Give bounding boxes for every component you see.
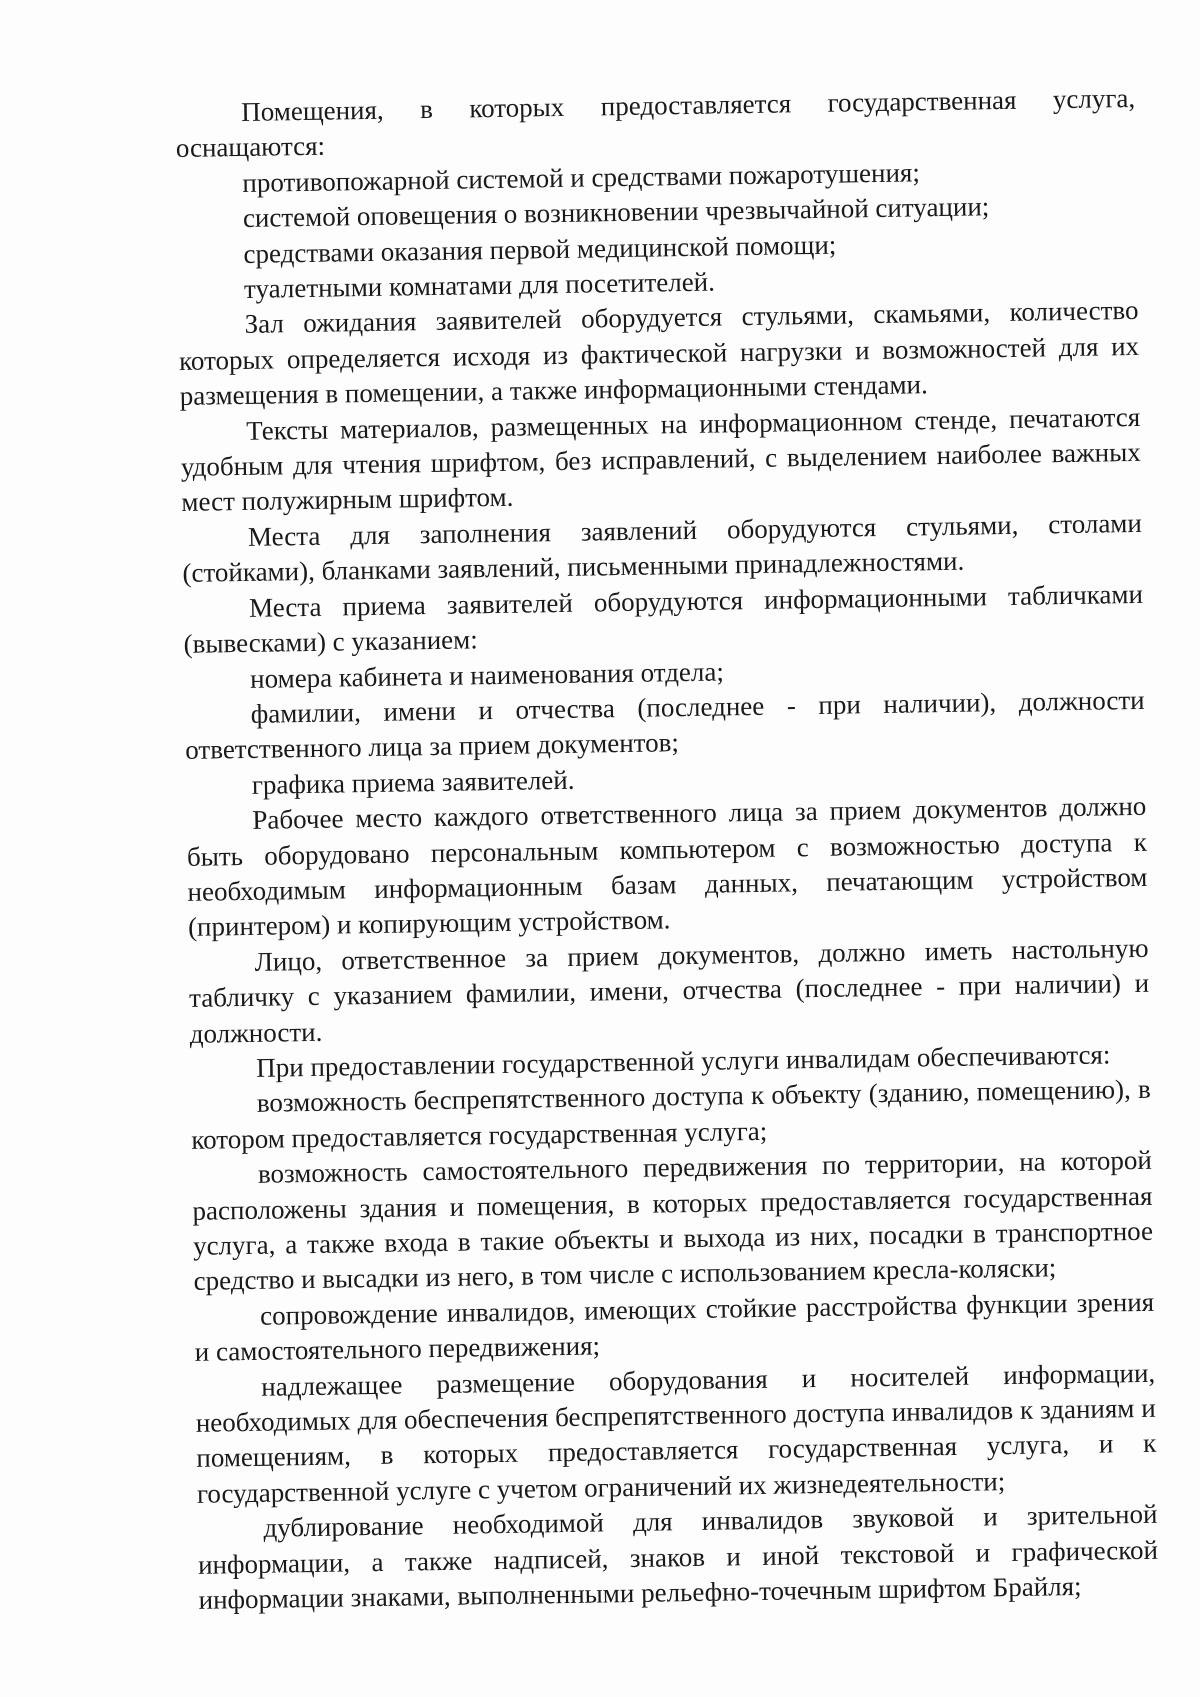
- paragraph-8: Места для заполнения заявлений оборудуются стульями, столами (стойками), бланками заявлений, письменными принадлежностями.: [182, 507, 1143, 589]
- paragraph-4: средствами оказания первой медицинской помощи;: [243, 229, 837, 269]
- paragraph-20: дублирование необходимой для инвалидов звуковой и зрительной информации, а также надписей, знаков и иной текстовой и графической информации знаками, выполненными рельефно-точечным шрифтом Брайля;: [197, 1498, 1159, 1615]
- paragraph-5: туалетными комнатами для посетителей.: [243, 266, 716, 304]
- paragraph-7: Тексты материалов, размещенных на информационном стенде, печатаются удобным для чтения шрифтом, без исправлений, с выделением наиболее важных мест полужирным шрифтом.: [180, 401, 1141, 518]
- document-body: [175, 81, 1159, 1618]
- paragraph-19: надлежащее размещение оборудования и носителей информации, необходимых для обеспечения беспрепятственного доступа инвалидов к зданиям и помещениям, в которых предоставляется государственная услуга, и к государственной услуге с учетом ограничений их жизнедеятельности;: [195, 1357, 1157, 1509]
- paragraph-16: возможность беспрепятственного доступа к объекту (зданию, помещению), в котором предоставляется государственная услуга;: [191, 1074, 1151, 1155]
- paragraph-18: сопровождение инвалидов, имеющих стойкие расстройства функции зрения и самостоятельного передвижения;: [194, 1286, 1155, 1368]
- paragraph-12: графика приема заявителей.: [251, 764, 575, 800]
- paragraph-9: Места приема заявителей оборудуются информационными табличками (вывесками) с указанием:: [183, 578, 1144, 660]
- paragraph-10: номера кабинета и наименования отдела;: [249, 655, 725, 694]
- paragraph-17: возможность самостоятельного передвижения по территории, на которой расположены здания и помещения, в которых предоставляется государственная услуга, а также входа в такие объекты и выхода из них, посадки в транспортное средство и высадки из него, в том числе с использованием кресла-коляски;: [192, 1144, 1154, 1297]
- paragraph-14: Лицо, ответственное за прием документов, должно иметь настольную табличку с указанием фамилии, имени, отчества (последнее - при наличии) и должности.: [188, 932, 1150, 1049]
- paragraph-2: противопожарной системой и средствами пожаротушения;: [242, 157, 921, 198]
- paragraph-15: При предоставлении государственной услуги инвалидам обеспечиваются:: [256, 1039, 1111, 1083]
- paragraph-1: Помещения, в которых предоставляется государственная услуга, оснащаются:: [175, 82, 1136, 164]
- paragraph-3: системой оповещения о возникновении чрезвычайной ситуации;: [242, 191, 990, 234]
- paragraph-6: Зал ожидания заявителей оборудуется стульями, скамьями, количество которых определяется исходя из фактической нагрузки и возможностей для их размещения в помещении, а также информационными стендами.: [178, 295, 1140, 412]
- paragraph-13: Рабочее место каждого ответственного лица за прием документов должно быть оборудовано персональным компьютером с возможностью доступа к необходимым информационным базам данных, печатающим устройством (принтером) и копирующим устройством.: [186, 790, 1148, 943]
- paragraph-11: фамилии, имени и отчества (последнее - при наличии), должности ответственного лица за прием документов;: [185, 684, 1145, 766]
